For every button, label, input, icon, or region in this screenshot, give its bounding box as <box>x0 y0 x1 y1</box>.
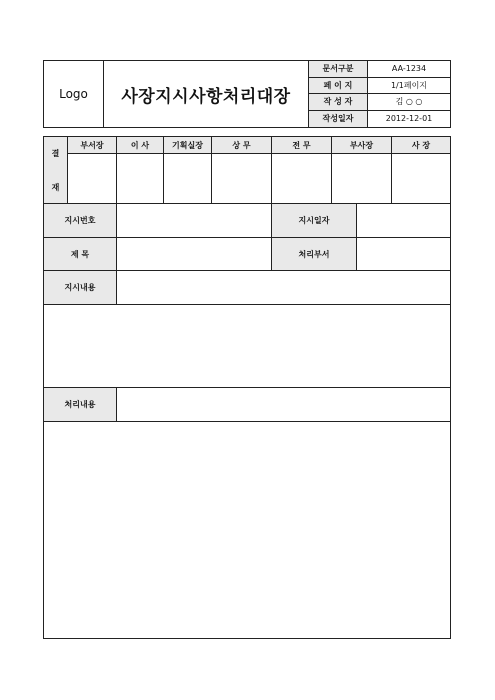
approval-sign-box[interactable] <box>164 154 211 203</box>
approval-sign-box[interactable] <box>212 154 271 203</box>
approval-col-header: 전 무 <box>272 137 331 153</box>
instruction-no-field[interactable] <box>117 204 271 237</box>
meta-value: 김 ○ ○ <box>395 97 423 107</box>
meta-value: 1/1페이지 <box>390 80 428 90</box>
meta-value: AA-1234 <box>391 64 427 74</box>
handling-content-area[interactable] <box>44 422 450 638</box>
instruction-no-label: 지시번호 <box>44 204 116 237</box>
instruction-content-area[interactable] <box>44 305 450 387</box>
approval-side-label-bottom: 재 <box>51 182 60 192</box>
instruction-date-label: 지시일자 <box>272 204 356 237</box>
instruction-content-title-field[interactable] <box>117 271 450 304</box>
approval-col-header: 부서장 <box>68 137 116 153</box>
subject-field[interactable] <box>117 238 271 270</box>
logo-text: Logo <box>59 87 88 101</box>
meta-label: 페 이 지 <box>309 78 368 94</box>
handling-content-title-field[interactable] <box>117 388 450 421</box>
meta-row-author <box>309 94 450 111</box>
handling-content-label: 처리내용 <box>44 388 116 421</box>
approval-sign-box[interactable] <box>68 154 116 203</box>
logo <box>44 61 104 127</box>
document-header <box>43 60 451 128</box>
meta-label: 작 성 자 <box>309 94 368 110</box>
meta-row-page <box>309 78 450 95</box>
approval-col-header: 상 무 <box>212 137 271 153</box>
approval-col-header: 사 장 <box>392 137 450 153</box>
page-title <box>104 61 309 127</box>
approval-sign-box[interactable] <box>392 154 450 203</box>
instruction-content-label: 지시내용 <box>44 271 116 304</box>
approval-sign-box[interactable] <box>332 154 391 203</box>
meta-label: 작성일자 <box>309 111 368 128</box>
approval-col-header: 기획실장 <box>164 137 211 153</box>
subject-label: 제 목 <box>44 238 116 270</box>
approval-sign-box[interactable] <box>117 154 163 203</box>
meta-label: 문서구분 <box>309 61 368 77</box>
handling-dept-label: 처리부서 <box>272 238 356 270</box>
approval-col-header: 부사장 <box>332 137 391 153</box>
meta-value: 2012-12-01 <box>385 114 433 124</box>
meta-row-doc-type <box>309 61 450 78</box>
handling-dept-field[interactable] <box>357 238 450 270</box>
instruction-date-field[interactable] <box>357 204 450 237</box>
approval-sign-box[interactable] <box>272 154 331 203</box>
approval-col-header: 이 사 <box>117 137 163 153</box>
title-text: 사장지시사항처리대장 <box>121 86 291 107</box>
form-frame <box>43 136 451 639</box>
approval-side-label-top: 결 <box>51 148 60 158</box>
meta-row-date <box>309 111 450 128</box>
